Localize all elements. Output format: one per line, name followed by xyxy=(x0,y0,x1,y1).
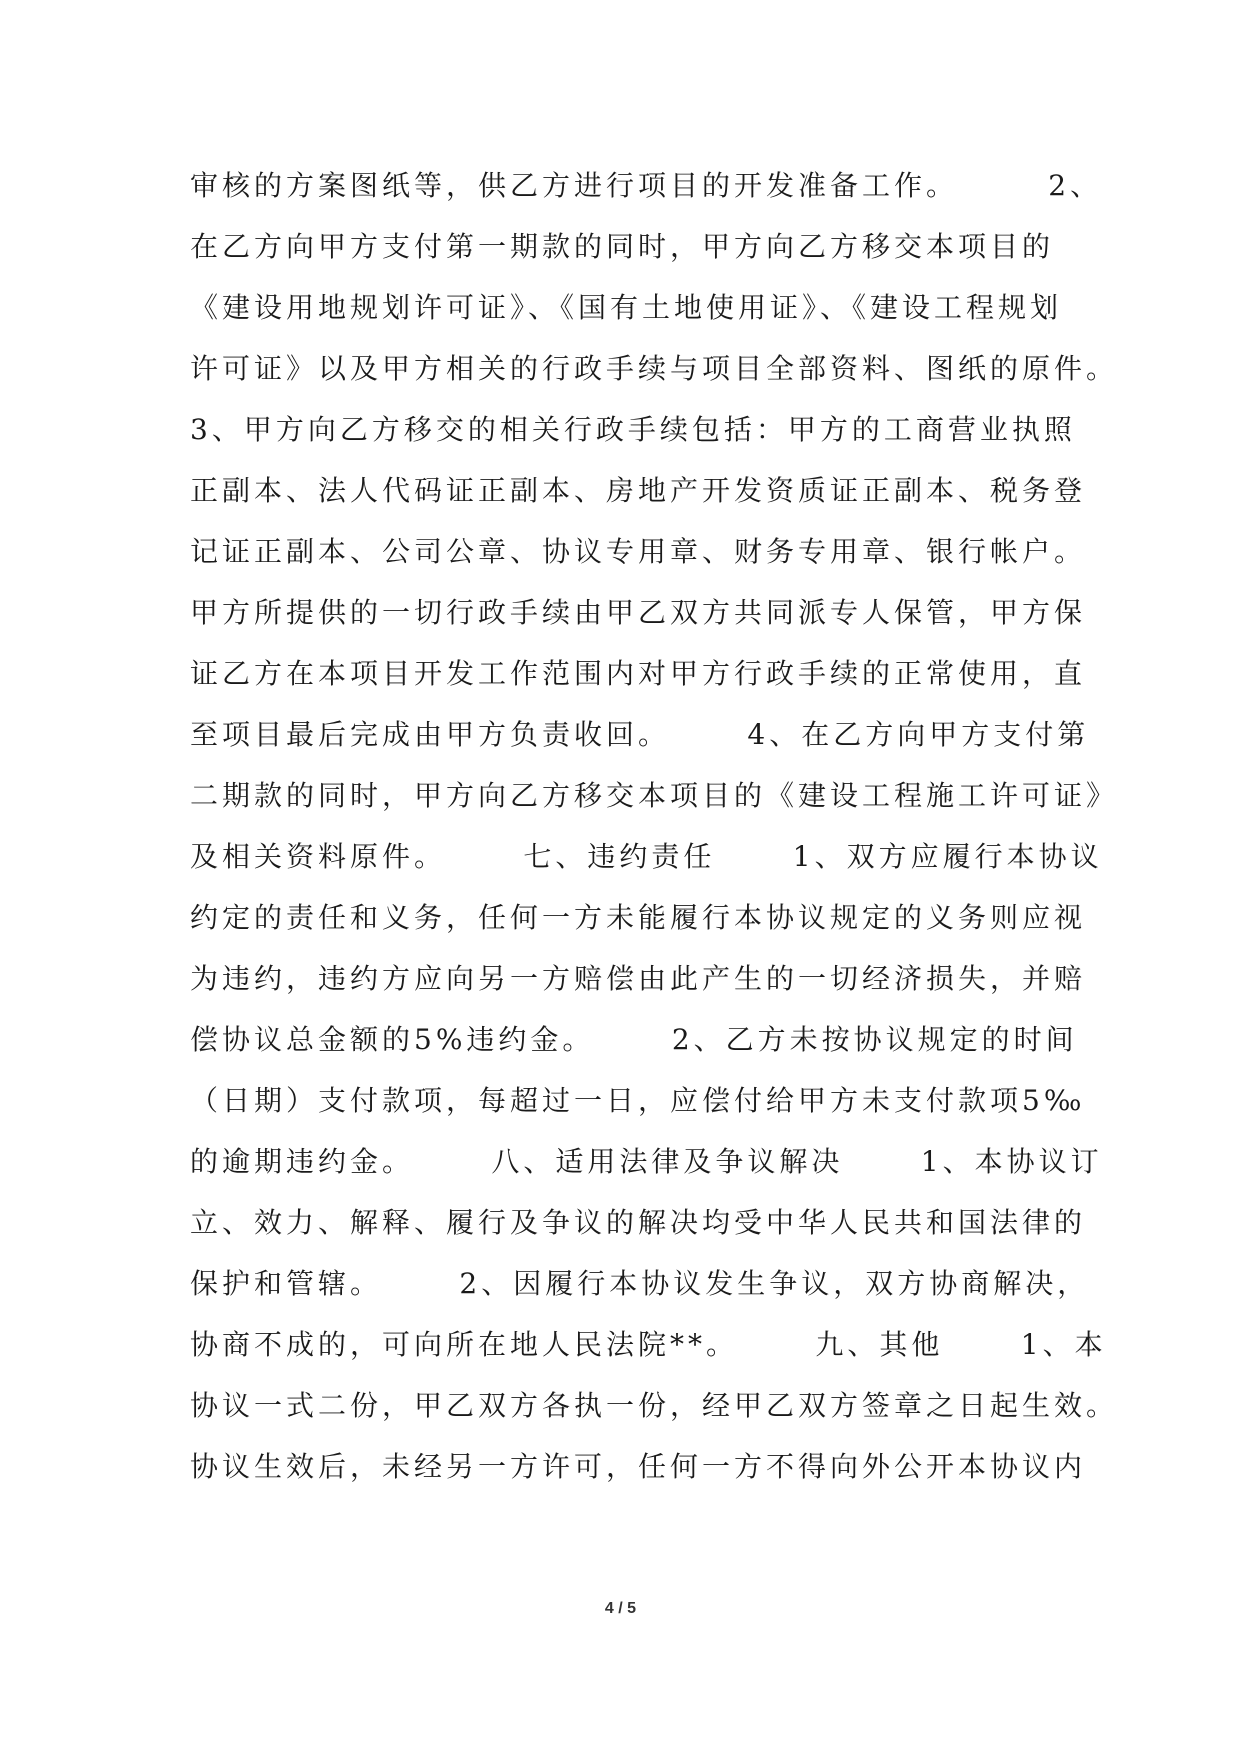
text-line: 证乙方在本项目开发工作范围内对甲方行政手续的正常使用，直 xyxy=(190,657,1087,690)
text-line: 保护和管辖。 2、因履行本协议发生争议，双方协商解决， xyxy=(190,1267,1090,1300)
text-line: 协议生效后，未经另一方许可，任何一方不得向外公开本协议内 xyxy=(190,1450,1087,1483)
text-line: 3、甲方向乙方移交的相关行政手续包括：甲方的工商营业执照 xyxy=(190,413,1076,446)
text-line: 偿协议总金额的5%违约金。 2、乙方未按协议规定的时间 xyxy=(190,1023,1078,1056)
text-line: 在乙方向甲方支付第一期款的同时，甲方向乙方移交本项目的 xyxy=(190,230,1055,263)
text-line: 二期款的同时，甲方向乙方移交本项目的《建设工程施工许可证》 xyxy=(190,779,1119,812)
text-line: 约定的责任和义务，任何一方未能履行本协议规定的义务则应视 xyxy=(190,901,1087,934)
text-line: 及相关资料原件。 七、违约责任 1、双方应履行本协议 xyxy=(190,840,1103,873)
text-line: 甲方所提供的一切行政手续由甲乙双方共同派专人保管，甲方保 xyxy=(190,596,1087,629)
text-line: 协议一式二份，甲乙双方各执一份，经甲乙双方签章之日起生效。 xyxy=(190,1389,1119,1422)
text-line: 立、效力、解释、履行及争议的解决均受中华人民共和国法律的 xyxy=(190,1206,1087,1239)
text-line: 为违约，违约方应向另一方赔偿由此产生的一切经济损失，并赔 xyxy=(190,962,1087,995)
page-number: 4 / 5 xyxy=(604,1600,637,1617)
text-line: 《建设用地规划许可证》、《国有土地使用证》、《建设工程规划 xyxy=(190,291,1063,324)
text-line: 记证正副本、公司公章、协议专用章、财务专用章、银行帐户。 xyxy=(190,535,1087,568)
text-line: 正副本、法人代码证正副本、房地产开发资质证正副本、税务登 xyxy=(190,474,1087,507)
text-line: （日期）支付款项，每超过一日，应偿付给甲方未支付款项5‰ xyxy=(190,1084,1086,1117)
text-line: 审核的方案图纸等，供乙方进行项目的开发准备工作。 2、 xyxy=(190,169,1103,202)
document-body xyxy=(190,155,1119,1497)
text-line: 的逾期违约金。 八、适用法律及争议解决 1、本协议订 xyxy=(190,1145,1103,1178)
text-line: 许可证》以及甲方相关的行政手续与项目全部资料、图纸的原件。 xyxy=(190,352,1119,385)
text-line: 协商不成的，可向所在地人民法院**。 九、其他 1、本 xyxy=(190,1328,1107,1361)
text-line: 至项目最后完成由甲方负责收回。 4、在乙方向甲方支付第 xyxy=(190,718,1090,751)
